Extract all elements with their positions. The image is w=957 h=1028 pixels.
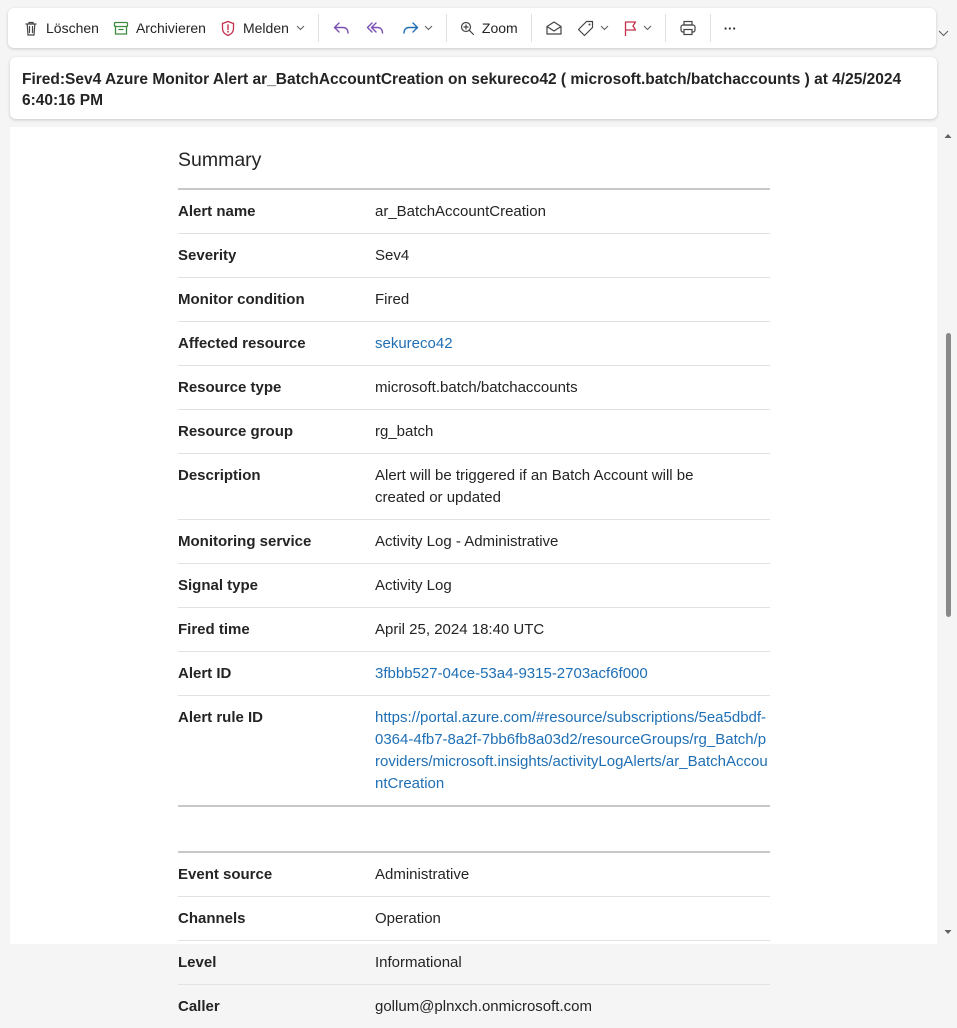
table-row bbox=[178, 941, 770, 985]
row-value: Administrative bbox=[375, 853, 770, 897]
flag-button[interactable] bbox=[616, 12, 659, 44]
row-value: Informational bbox=[375, 941, 770, 985]
row-key: Fired time bbox=[178, 608, 375, 652]
table-row bbox=[178, 853, 770, 897]
chevron-down-icon[interactable] bbox=[424, 25, 433, 31]
vertical-scrollbar[interactable] bbox=[941, 127, 955, 944]
row-value: Operation bbox=[375, 897, 770, 941]
table-row bbox=[178, 608, 770, 652]
row-value: gollum@plnxch.onmicrosoft.com bbox=[375, 985, 770, 1028]
reply-all-icon bbox=[366, 20, 386, 36]
alert-id-link[interactable]: 3fbbb527-04ce-53a4-9315-2703acf6f000 bbox=[375, 665, 648, 682]
row-value: Activity Log - Administrative bbox=[375, 520, 770, 564]
flag-icon bbox=[623, 20, 638, 37]
table-row bbox=[178, 454, 770, 520]
delete-button[interactable] bbox=[16, 12, 106, 44]
zoom-button[interactable] bbox=[453, 12, 525, 44]
more-actions-button[interactable] bbox=[717, 12, 744, 44]
forward-button[interactable] bbox=[393, 12, 440, 44]
shield-icon bbox=[220, 20, 236, 37]
summary-title: Summary bbox=[178, 149, 770, 177]
toolbar-divider bbox=[531, 14, 532, 42]
reply-all-button[interactable] bbox=[359, 12, 393, 44]
zoom-label: Zoom bbox=[482, 20, 518, 36]
row-key: Level bbox=[178, 941, 375, 985]
row-key: Affected resource bbox=[178, 322, 375, 366]
message-subject: Fired:Sev4 Azure Monitor Alert ar_BatchAccountCreation on sekureco42 ( microsoft.batch/batchaccounts ) at 4/25/2024 6:40:16 PM bbox=[10, 57, 937, 119]
delete-label: Löschen bbox=[46, 20, 99, 36]
categorize-button[interactable] bbox=[570, 12, 616, 44]
alert-rule-id-link[interactable]: https://portal.azure.com/#resource/subscriptions/5ea5dbdf-0364-4fb7-8a2f-7bb6fb8a03d2/resourceGroups/rg_Batch/providers/microsoft.insights/activityLogAlerts/ar_BatchAccountCreation bbox=[375, 709, 768, 792]
row-value: microsoft.batch/batchaccounts bbox=[375, 366, 770, 410]
toolbar-divider bbox=[446, 14, 447, 42]
table-row bbox=[178, 564, 770, 608]
details-table bbox=[178, 853, 770, 1028]
row-value: Alert will be triggered if an Batch Account will be created or updated bbox=[375, 454, 770, 520]
mark-read-button[interactable] bbox=[538, 12, 570, 44]
table-row bbox=[178, 985, 770, 1028]
report-label: Melden bbox=[243, 20, 289, 36]
zoom-icon bbox=[460, 21, 475, 36]
report-button[interactable] bbox=[213, 12, 312, 44]
row-key: Alert name bbox=[178, 190, 375, 234]
table-row bbox=[178, 278, 770, 322]
scroll-up-arrow-icon[interactable] bbox=[944, 133, 952, 139]
row-key: Alert rule ID bbox=[178, 696, 375, 806]
printer-icon bbox=[679, 20, 697, 36]
row-key: Severity bbox=[178, 234, 375, 278]
scrollbar-thumb[interactable] bbox=[946, 333, 951, 617]
chevron-down-icon[interactable] bbox=[600, 25, 609, 31]
forward-icon bbox=[400, 20, 420, 36]
table-row bbox=[178, 234, 770, 278]
table-row bbox=[178, 322, 770, 366]
archive-button[interactable] bbox=[106, 12, 213, 44]
chevron-down-icon[interactable] bbox=[296, 25, 305, 31]
row-key: Resource type bbox=[178, 366, 375, 410]
print-button[interactable] bbox=[672, 12, 704, 44]
row-key: Signal type bbox=[178, 564, 375, 608]
trash-icon bbox=[23, 20, 39, 37]
table-row bbox=[178, 190, 770, 234]
row-value: Activity Log bbox=[375, 564, 770, 608]
chevron-down-icon[interactable] bbox=[643, 25, 652, 31]
table-row bbox=[178, 410, 770, 454]
archive-label: Archivieren bbox=[136, 20, 206, 36]
message-body bbox=[10, 127, 937, 944]
row-key: Caller bbox=[178, 985, 375, 1028]
reply-icon bbox=[332, 20, 352, 36]
row-value: ar_BatchAccountCreation bbox=[375, 190, 770, 234]
summary-table bbox=[178, 190, 770, 805]
row-key: Event source bbox=[178, 853, 375, 897]
table-row bbox=[178, 897, 770, 941]
expand-chevron-icon[interactable] bbox=[938, 30, 949, 37]
alert-content bbox=[178, 127, 770, 1028]
table-row bbox=[178, 520, 770, 564]
reply-button[interactable] bbox=[325, 12, 359, 44]
message-toolbar bbox=[8, 8, 936, 48]
affected-resource-link[interactable]: sekureco42 bbox=[375, 335, 453, 352]
row-key: Description bbox=[178, 454, 375, 520]
toolbar-divider bbox=[318, 14, 319, 42]
tag-icon bbox=[577, 20, 595, 37]
table-row bbox=[178, 652, 770, 696]
row-value: April 25, 2024 18:40 UTC bbox=[375, 608, 770, 652]
table-row bbox=[178, 696, 770, 806]
row-value: rg_batch bbox=[375, 410, 770, 454]
archive-icon bbox=[113, 21, 129, 36]
row-key: Alert ID bbox=[178, 652, 375, 696]
row-key: Monitoring service bbox=[178, 520, 375, 564]
table-row bbox=[178, 366, 770, 410]
envelope-open-icon bbox=[545, 20, 563, 36]
row-key: Resource group bbox=[178, 410, 375, 454]
row-value: Sev4 bbox=[375, 234, 770, 278]
row-value: Fired bbox=[375, 278, 770, 322]
more-label: ··· bbox=[724, 21, 737, 36]
scroll-down-arrow-icon[interactable] bbox=[944, 929, 952, 935]
toolbar-divider bbox=[710, 14, 711, 42]
row-key: Channels bbox=[178, 897, 375, 941]
toolbar-divider bbox=[665, 14, 666, 42]
row-key: Monitor condition bbox=[178, 278, 375, 322]
